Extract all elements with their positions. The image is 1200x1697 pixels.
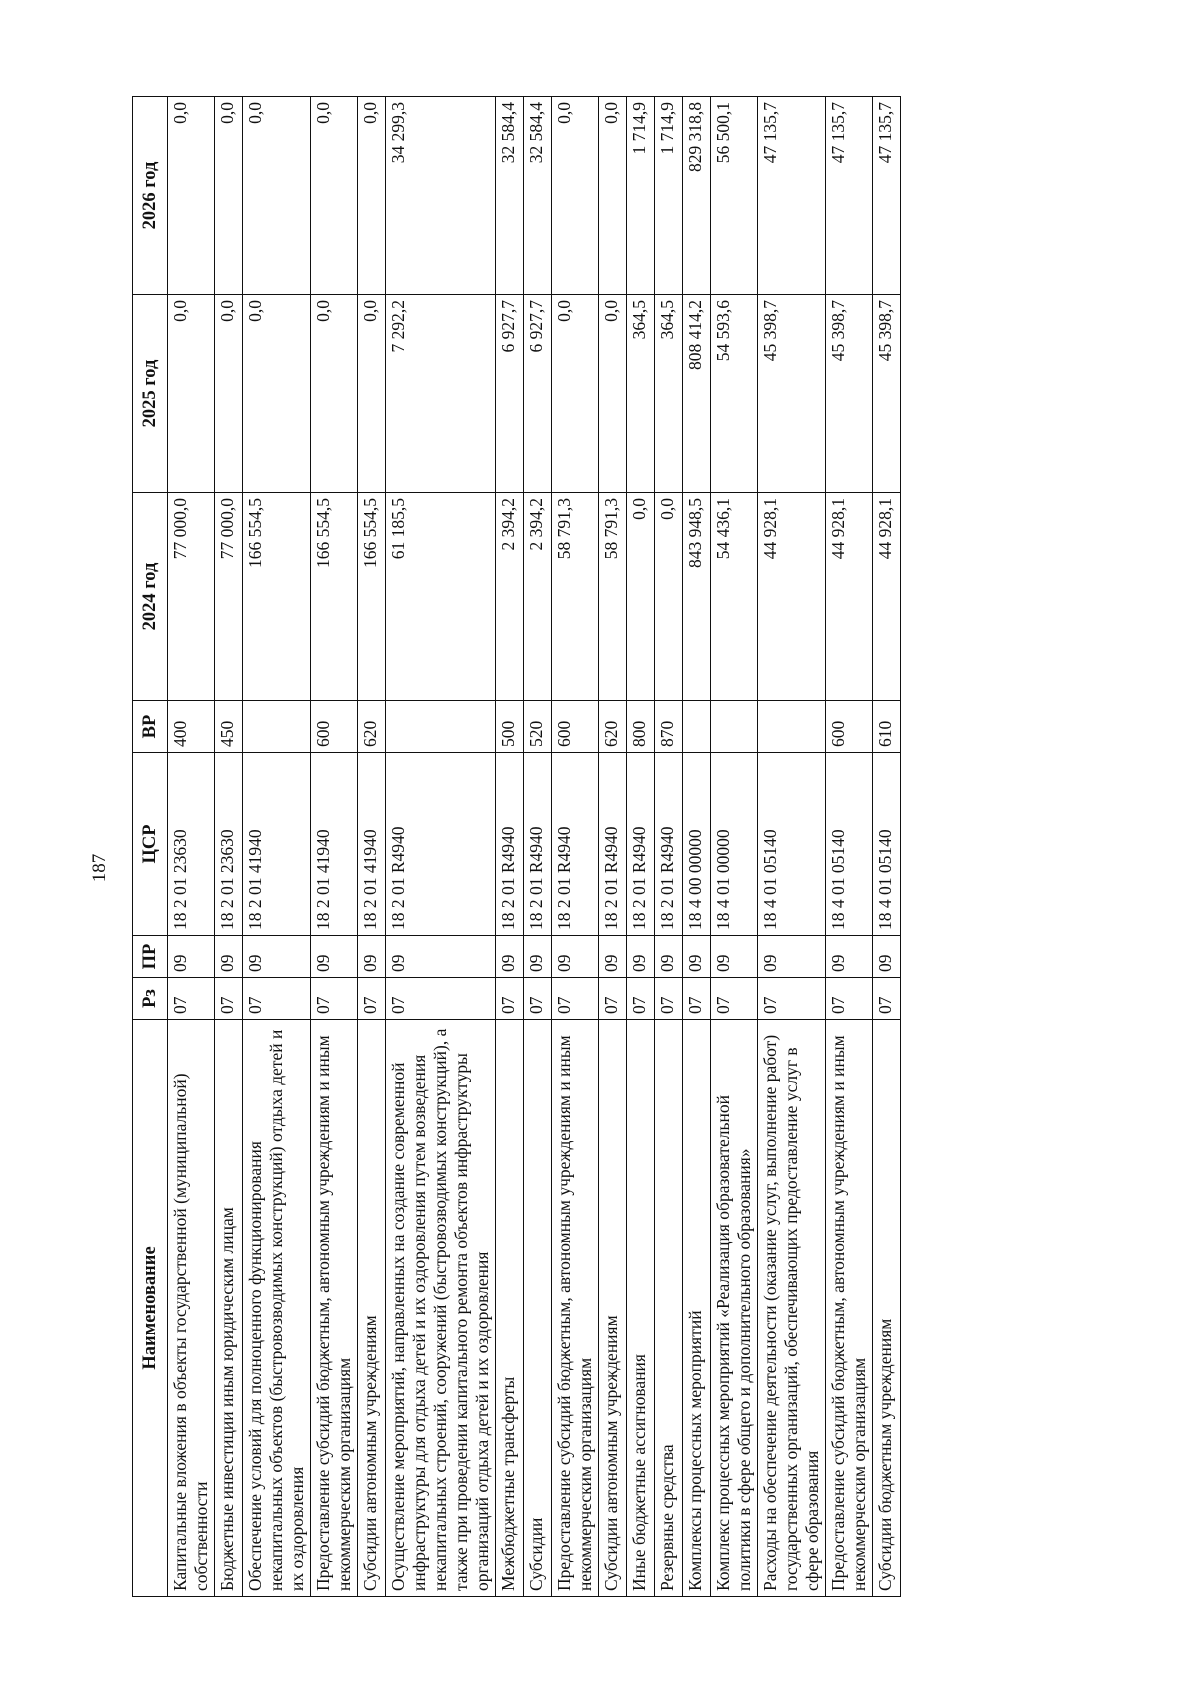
cell-csr: 18 4 01 05140 xyxy=(758,753,826,936)
cell-rz: 07 xyxy=(524,978,552,1020)
header-rz: Рз xyxy=(133,978,168,1020)
cell-rz: 07 xyxy=(655,978,683,1020)
cell-2026: 32 584,4 xyxy=(524,97,552,295)
cell-2026: 56 500,1 xyxy=(711,97,758,295)
cell-vr: 600 xyxy=(826,701,873,753)
cell-2025: 45 398,7 xyxy=(873,295,901,493)
cell-vr xyxy=(711,701,758,753)
table-row xyxy=(826,97,873,1597)
cell-rz: 07 xyxy=(826,978,873,1020)
cell-vr: 620 xyxy=(599,701,627,753)
cell-csr: 18 2 01 R4940 xyxy=(627,753,655,936)
cell-name: Предоставление субсидий бюджетным, автономным учреждениям и иным некоммерческим организациям xyxy=(552,1020,599,1597)
cell-vr: 800 xyxy=(627,701,655,753)
cell-vr xyxy=(758,701,826,753)
header-pr: ПР xyxy=(133,936,168,978)
table-row xyxy=(599,97,627,1597)
cell-2025: 364,5 xyxy=(627,295,655,493)
table-row xyxy=(496,97,524,1597)
cell-rz: 07 xyxy=(243,978,311,1020)
cell-2024: 166 554,5 xyxy=(358,493,386,701)
cell-vr: 450 xyxy=(215,701,243,753)
table-row xyxy=(243,97,311,1597)
cell-rz: 07 xyxy=(758,978,826,1020)
cell-2024: 77 000,0 xyxy=(168,493,215,701)
cell-vr: 600 xyxy=(552,701,599,753)
header-name: Наименование xyxy=(133,1020,168,1597)
cell-vr: 870 xyxy=(655,701,683,753)
table-row xyxy=(311,97,358,1597)
cell-csr: 18 4 01 05140 xyxy=(873,753,901,936)
cell-2026: 47 135,7 xyxy=(826,97,873,295)
cell-2024: 0,0 xyxy=(655,493,683,701)
header-vr: ВР xyxy=(133,701,168,753)
cell-2026: 0,0 xyxy=(215,97,243,295)
cell-2025: 808 414,2 xyxy=(683,295,711,493)
cell-2024: 44 928,1 xyxy=(758,493,826,701)
cell-pr: 09 xyxy=(552,936,599,978)
cell-csr: 18 2 01 R4940 xyxy=(386,753,496,936)
cell-2026: 0,0 xyxy=(358,97,386,295)
cell-vr: 610 xyxy=(873,701,901,753)
cell-2026: 47 135,7 xyxy=(758,97,826,295)
cell-2026: 1 714,9 xyxy=(627,97,655,295)
cell-pr: 09 xyxy=(311,936,358,978)
cell-name: Предоставление субсидий бюджетным, автономным учреждениям и иным некоммерческим организациям xyxy=(311,1020,358,1597)
table-row xyxy=(683,97,711,1597)
cell-rz: 07 xyxy=(386,978,496,1020)
cell-vr xyxy=(683,701,711,753)
header-2026: 2026 год xyxy=(133,97,168,295)
cell-rz: 07 xyxy=(627,978,655,1020)
cell-2026: 47 135,7 xyxy=(873,97,901,295)
table-row xyxy=(524,97,552,1597)
cell-2024: 54 436,1 xyxy=(711,493,758,701)
cell-2026: 34 299,3 xyxy=(386,97,496,295)
cell-csr: 18 2 01 41940 xyxy=(358,753,386,936)
cell-rz: 07 xyxy=(599,978,627,1020)
table-row xyxy=(627,97,655,1597)
cell-2024: 166 554,5 xyxy=(311,493,358,701)
cell-csr: 18 4 01 05140 xyxy=(826,753,873,936)
cell-2024: 2 394,2 xyxy=(524,493,552,701)
cell-pr: 09 xyxy=(758,936,826,978)
cell-name: Субсидии xyxy=(524,1020,552,1597)
cell-2025: 45 398,7 xyxy=(758,295,826,493)
cell-2026: 0,0 xyxy=(552,97,599,295)
cell-2024: 0,0 xyxy=(627,493,655,701)
table-row xyxy=(873,97,901,1597)
cell-name: Бюджетные инвестиции иным юридическим лицам xyxy=(215,1020,243,1597)
cell-pr: 09 xyxy=(655,936,683,978)
cell-rz: 07 xyxy=(358,978,386,1020)
cell-rz: 07 xyxy=(683,978,711,1020)
cell-name: Субсидии автономным учреждениям xyxy=(599,1020,627,1597)
cell-2025: 54 593,6 xyxy=(711,295,758,493)
cell-csr: 18 2 01 R4940 xyxy=(524,753,552,936)
cell-2025: 0,0 xyxy=(552,295,599,493)
cell-2025: 0,0 xyxy=(311,295,358,493)
cell-pr: 09 xyxy=(627,936,655,978)
cell-2024: 77 000,0 xyxy=(215,493,243,701)
table-header-row xyxy=(133,97,168,1597)
cell-2026: 32 584,4 xyxy=(496,97,524,295)
cell-pr: 09 xyxy=(243,936,311,978)
cell-2024: 44 928,1 xyxy=(826,493,873,701)
cell-2025: 0,0 xyxy=(215,295,243,493)
cell-pr: 09 xyxy=(711,936,758,978)
cell-2025: 0,0 xyxy=(168,295,215,493)
cell-2025: 45 398,7 xyxy=(826,295,873,493)
cell-name: Комплекс процессных мероприятий «Реализация образовательной политики в сфере общего и дополнительного образования» xyxy=(711,1020,758,1597)
cell-pr: 09 xyxy=(873,936,901,978)
cell-name: Иные бюджетные ассигнования xyxy=(627,1020,655,1597)
cell-2024: 58 791,3 xyxy=(599,493,627,701)
table-row xyxy=(168,97,215,1597)
cell-vr: 620 xyxy=(358,701,386,753)
cell-rz: 07 xyxy=(311,978,358,1020)
cell-vr: 600 xyxy=(311,701,358,753)
cell-2025: 7 292,2 xyxy=(386,295,496,493)
cell-pr: 09 xyxy=(358,936,386,978)
cell-2025: 0,0 xyxy=(243,295,311,493)
cell-2024: 166 554,5 xyxy=(243,493,311,701)
cell-name: Расходы на обеспечение деятельности (оказание услуг, выполнение работ) государственных организаций, обеспечивающих предоставление услуг в сфере образования xyxy=(758,1020,826,1597)
cell-vr: 500 xyxy=(496,701,524,753)
header-csr: ЦСР xyxy=(133,753,168,936)
cell-2026: 1 714,9 xyxy=(655,97,683,295)
cell-2024: 2 394,2 xyxy=(496,493,524,701)
cell-rz: 07 xyxy=(496,978,524,1020)
cell-name: Межбюджетные трансферты xyxy=(496,1020,524,1597)
page-number: 187 xyxy=(89,853,110,883)
cell-pr: 09 xyxy=(524,936,552,978)
cell-pr: 09 xyxy=(168,936,215,978)
rotated-table-frame xyxy=(132,97,1162,1597)
cell-csr: 18 2 01 R4940 xyxy=(496,753,524,936)
table-row xyxy=(552,97,599,1597)
cell-name: Субсидии бюджетным учреждениям xyxy=(873,1020,901,1597)
cell-2024: 61 185,5 xyxy=(386,493,496,701)
table-row xyxy=(655,97,683,1597)
cell-name: Предоставление субсидий бюджетным, автономным учреждениям и иным некоммерческим организациям xyxy=(826,1020,873,1597)
cell-csr: 18 2 01 23630 xyxy=(168,753,215,936)
cell-2025: 6 927,7 xyxy=(496,295,524,493)
header-2025: 2025 год xyxy=(133,295,168,493)
cell-name: Субсидии автономным учреждениям xyxy=(358,1020,386,1597)
cell-2025: 0,0 xyxy=(358,295,386,493)
cell-vr: 520 xyxy=(524,701,552,753)
rotated-table-container xyxy=(132,97,1162,1597)
cell-name: Осуществление мероприятий, направленных на создание современной инфраструктуры для отдыха детей и их оздоровления путем возведения некапитальных строений, сооружений (быстровозводимых конструкций), а также при проведении капитального ремонта объектов инфраструктуры организаций отдыха детей и их оздоровления xyxy=(386,1020,496,1597)
cell-rz: 07 xyxy=(711,978,758,1020)
cell-vr xyxy=(386,701,496,753)
cell-name: Комплексы процессных мероприятий xyxy=(683,1020,711,1597)
cell-vr: 400 xyxy=(168,701,215,753)
cell-2024: 58 791,3 xyxy=(552,493,599,701)
cell-pr: 09 xyxy=(496,936,524,978)
cell-2026: 0,0 xyxy=(311,97,358,295)
cell-name: Обеспечение условий для полноценного функционирования некапитальных объектов (быстровозводимых конструкций) отдыха детей и их оздоровления xyxy=(243,1020,311,1597)
budget-table xyxy=(132,96,901,1597)
cell-vr xyxy=(243,701,311,753)
cell-rz: 07 xyxy=(215,978,243,1020)
cell-2026: 0,0 xyxy=(243,97,311,295)
table-row xyxy=(358,97,386,1597)
cell-csr: 18 2 01 41940 xyxy=(243,753,311,936)
cell-name: Резервные средства xyxy=(655,1020,683,1597)
header-2024: 2024 год xyxy=(133,493,168,701)
cell-csr: 18 4 00 00000 xyxy=(683,753,711,936)
cell-2024: 843 948,5 xyxy=(683,493,711,701)
cell-2025: 6 927,7 xyxy=(524,295,552,493)
cell-rz: 07 xyxy=(168,978,215,1020)
table-row xyxy=(215,97,243,1597)
cell-pr: 09 xyxy=(826,936,873,978)
table-row xyxy=(758,97,826,1597)
cell-2026: 0,0 xyxy=(168,97,215,295)
cell-csr: 18 2 01 R4940 xyxy=(655,753,683,936)
cell-rz: 07 xyxy=(873,978,901,1020)
cell-2024: 44 928,1 xyxy=(873,493,901,701)
cell-csr: 18 2 01 23630 xyxy=(215,753,243,936)
cell-2026: 829 318,8 xyxy=(683,97,711,295)
table-row xyxy=(386,97,496,1597)
cell-pr: 09 xyxy=(215,936,243,978)
cell-pr: 09 xyxy=(599,936,627,978)
cell-csr: 18 2 01 41940 xyxy=(311,753,358,936)
cell-csr: 18 4 01 00000 xyxy=(711,753,758,936)
cell-csr: 18 2 01 R4940 xyxy=(552,753,599,936)
table-row xyxy=(711,97,758,1597)
cell-2025: 0,0 xyxy=(599,295,627,493)
cell-csr: 18 2 01 R4940 xyxy=(599,753,627,936)
cell-pr: 09 xyxy=(683,936,711,978)
cell-2025: 364,5 xyxy=(655,295,683,493)
cell-2026: 0,0 xyxy=(599,97,627,295)
cell-rz: 07 xyxy=(552,978,599,1020)
cell-name: Капитальные вложения в объекты государственной (муниципальной) собственности xyxy=(168,1020,215,1597)
cell-pr: 09 xyxy=(386,936,496,978)
